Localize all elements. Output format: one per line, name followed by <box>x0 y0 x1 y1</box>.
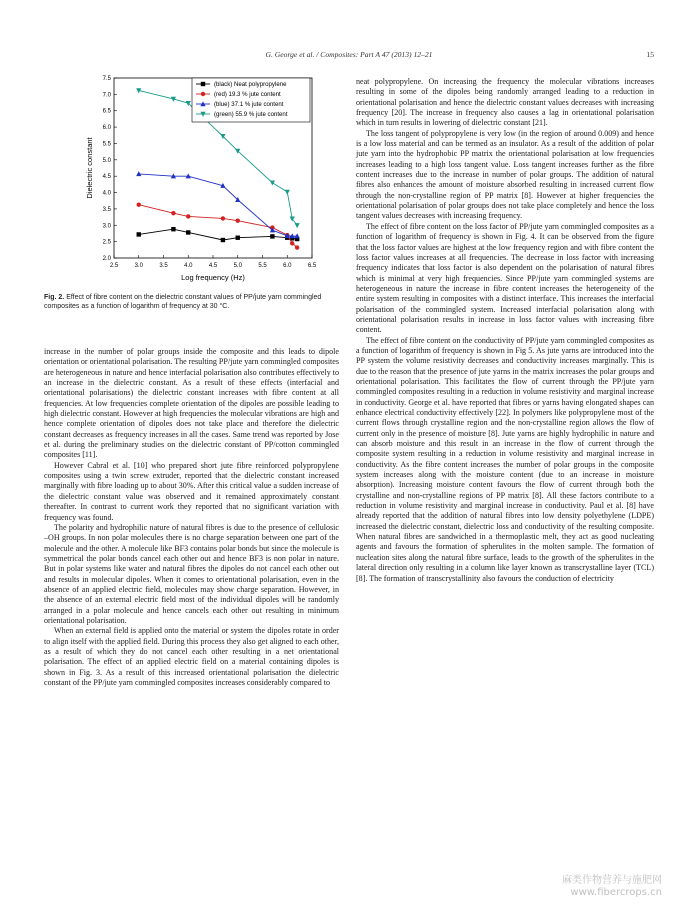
watermark-line: www.fibercrops.cn <box>570 887 662 898</box>
data-point <box>201 92 205 96</box>
legend-entry: (blue) 37.1 % jute content <box>214 101 284 109</box>
y-axis-label: Dielectric constant <box>85 137 94 199</box>
x-axis-label: Log frequency (Hz) <box>181 273 245 282</box>
page-number: 15 <box>646 50 654 59</box>
running-title: G. George et al. / Composites: Part A 47 (2013) 12–21 <box>265 50 433 59</box>
legend-entry: (black) Neat polypropylene <box>214 81 287 89</box>
paragraph: When an external field is applied onto the material or system the dipoles rotate in order to align itself with the applied field. During this process they also get aligned to each other, as a result of which they do not cancel each other resulting in a net orientational polarisation. The effect of an applied electric field on a material containing dipoles is shown in Fig. 3. As a result of this increased orientational polarisation the dielectric constant of the PP/jute yarn commingled composites increases considerably compared to <box>44 626 339 687</box>
x-tick-label: 4.5 <box>208 263 218 269</box>
x-tick-label: 6.5 <box>307 263 317 269</box>
paragraph: The polarity and hydrophilic nature of natural fibres is due to the presence of cellulosic –OH groups. In non polar molecules there is no charge separation between one part of the molecule and the other. A molecule like BF3 contains polar bonds but since the molecule is symmetrical the polar bonds cancel each other out and hence BF3 is non polar in nature. But in polar systems like water and natural fibres the dipoles do not cancel each other out and results in molecular dipoles. When it comes to orientational polarisation, even in the absence of an applied electric field, molecules may show charge separation. However, in the absence of an external electric field most of the individual dipoles will be randomly arranged in a polar molecule and hence cancels each other out resulting in minimum orientational polarisation. <box>44 522 339 625</box>
y-tick-label: 3.0 <box>102 223 111 230</box>
running-header <box>44 50 654 64</box>
y-tick-label: 7.5 <box>102 76 111 82</box>
watermark <box>562 875 662 899</box>
y-tick-label: 6.0 <box>102 125 111 132</box>
data-point <box>270 181 275 186</box>
y-tick-label: 2.5 <box>102 239 111 246</box>
figure-caption <box>44 293 339 312</box>
data-point <box>236 236 240 240</box>
data-point <box>221 216 225 220</box>
x-tick-label: 2.5 <box>109 263 119 269</box>
data-point <box>137 232 141 236</box>
x-tick-label: 4.0 <box>184 263 193 269</box>
x-tick-label: 3.0 <box>134 263 143 269</box>
paragraph: The loss tangent of polypropylene is very low (in the region of around 0.009) and hence is a low loss material and can be termed as an insulator. As a result of the addition of polar jute yarn into the hydrophobic PP matrix the orientational polarisation at low frequencies increases leading to a high loss tangent value. Loss tangent increases further as the fibre content increases due to the increase in number of polar groups. The addition of natural fibres also enhances the amount of moisture absorbed resulting in increased current flow through the non-crystalline region of PP matrix [8]. However at higher frequencies the orientational polarisation of polar groups does not take place completely and hence the loss tangent values decreases with increasing frequency. <box>356 128 654 221</box>
data-point <box>186 230 190 234</box>
y-tick-label: 5.5 <box>102 141 111 148</box>
watermark-line: 麻类作物营养与施肥网 <box>562 875 662 886</box>
data-point <box>186 214 190 218</box>
paragraph: The effect of fibre content on the conductivity of PP/jute yarn commingled composites as a function of logarithm of frequency is shown in Fig 5. As jute yarns are introduced into the PP system the volume resistivity decreases and conductivity increases marginally. This is due to the reason that the presence of jute yarns in the matrix increases the polar groups and orientational polarisation. This facilitates the flow of current through the PP/jute yarn commingled composites resulting in a reduction in volume resistivity and marginal increase in conductivity. George et al. have reported that fibres or yarns having elongated shapes can enhance electrical conductivity effectively [22]. In polymers like polypropylene most of the current flows through crystalline region and the non-crystalline region allows the flow of current only in the presence of moisture [8]. Jute yarns are highly hydrophilic in nature and can absorb moisture and this result in an increase in the flow of current through the composite system resulting in a reduction in volume resistivity and marginal increase in conductivity. As the fibre content increases the number of polar groups in the composite system increases along with the moisture content (due to an increase in moisture absorption). Increasing moisture content favours the flow of current through both the crystalline and non-crystalline regions of PP matrix [8]. All these factors contribute to a reduction in volume resistivity and marginal increase in conductivity. Paul et al. [8] have already reported that the addition of natural fibres into low density polyethylene (LDPE) increased the dielectric constant, dielectric loss and conductivity of the resulting composite. When natural fibres are sandwiched in a thermoplastic melt, they act as good nucleating agents and favours the formation of spherulites in the molten sample. The formation of nucleation sites along the natural fibre surface, leads to the growth of the spherulites in the lateral direction only resulting in a column like layer known as transcrystalline layer (TCL) [8]. The formation of transcrystallinity also favours the conduction of electricity <box>356 335 654 583</box>
data-point <box>295 223 300 228</box>
paragraph: neat polypropylene. On increasing the frequency the molecular vibrations increases resulting in some of the dipoles being randomly arranged leading to a reduction in orientational polarisation and hence the dielectric constant values decreases with increasing frequency [20]. The increase in frequency also causes a lag in orientational polarisation which in turn results in lowering of dielectric constant [21]. <box>356 77 654 128</box>
dielectric-constant-chart <box>44 68 339 300</box>
y-tick-label: 3.5 <box>102 206 111 213</box>
paragraph: increase in the number of polar groups inside the composite and this leads to dipole orientation or orientational polarisation. The resulting PP/jute yarn commingled composites are heterogeneous in nature and hence interfacial polarisation also contributes effectively to an increase in the dielectric constant. As a result of these effects (interfacial and orientational polarisations) the dielectric constant increases with fibre content at all frequencies. At low frequencies complete orientation of the dipoles are possible leading to high dielectric constant. However at high frequencies the molecular vibrations are high and hence complete orientation of dipoles does not take place and therefore the dielectric constant decreases as frequency increases in all the cases. Same trend was reported by Jose et al. during the preliminary studies on the dielectric constant of PP/cotton commingled composites [11]. <box>44 347 340 460</box>
data-point <box>221 238 225 242</box>
data-point <box>171 227 175 231</box>
caption-label: Fig. 2. <box>44 294 65 301</box>
data-point <box>171 211 175 215</box>
data-point <box>137 202 141 206</box>
y-tick-label: 5.0 <box>102 157 111 164</box>
legend-entry: (green) 55.9 % jute content <box>214 111 288 119</box>
x-tick-label: 5.0 <box>233 263 242 269</box>
caption-text: Effect of fibre content on the dielectric constant values of PP/jute yarn commingled composites as a function of logarithm of frequency at 30 °C. <box>44 294 322 311</box>
data-point <box>270 234 274 238</box>
legend-entry: (red) 19.3 % jute content <box>214 91 281 99</box>
left-column <box>44 347 339 688</box>
data-point <box>295 245 299 249</box>
data-point <box>201 82 205 86</box>
y-tick-label: 4.0 <box>102 190 111 197</box>
y-tick-label: 6.5 <box>102 108 111 115</box>
data-point <box>236 218 240 222</box>
paragraph: The effect of fibre content on the loss factor of PP/jute yarn commingled composites as a function of logarithm of frequency is shown in Fig. 4. It can be observed from the figure that the loss factor values are highest at the low frequency region and with fibre content the loss factor values increases at all frequencies. The decrease in loss factor with increasing frequency indicates that loss factor is also dependent on the polarisation of natural fibres which is minimal at very high frequencies. Since PP/jute yarn commingled systems are heterogeneous in nature the increase in fibre content increases the heterogeneity of the entire system resulting in composites with a distinct interface. This increases the interfacial polarisation of the commingled system. Increased interfacial polarisation along with orientational polarisation results in increase in loss factor values with increasing fibre content. <box>356 221 654 335</box>
x-tick-label: 5.5 <box>258 263 267 269</box>
y-tick-label: 7.0 <box>102 92 111 99</box>
x-tick-label: 6.0 <box>283 263 292 269</box>
data-point <box>285 190 290 195</box>
paragraph: However Cabral et al. [10] who prepared short jute fibre reinforced polypropylene composites using a twin screw extruder, reported that the dielectric constant increased marginally with fibre loading up to about 30%. After this critical value a sudden increase of the dielectric constant value was observed and it remained approximately constant thereafter. In contrast to current work they reported that no significant variation with frequency was found. <box>44 460 339 522</box>
right-column <box>356 77 654 584</box>
y-tick-label: 2.0 <box>102 256 111 262</box>
data-point <box>290 241 294 245</box>
y-tick-label: 4.5 <box>102 174 111 181</box>
x-tick-label: 3.5 <box>159 263 168 269</box>
